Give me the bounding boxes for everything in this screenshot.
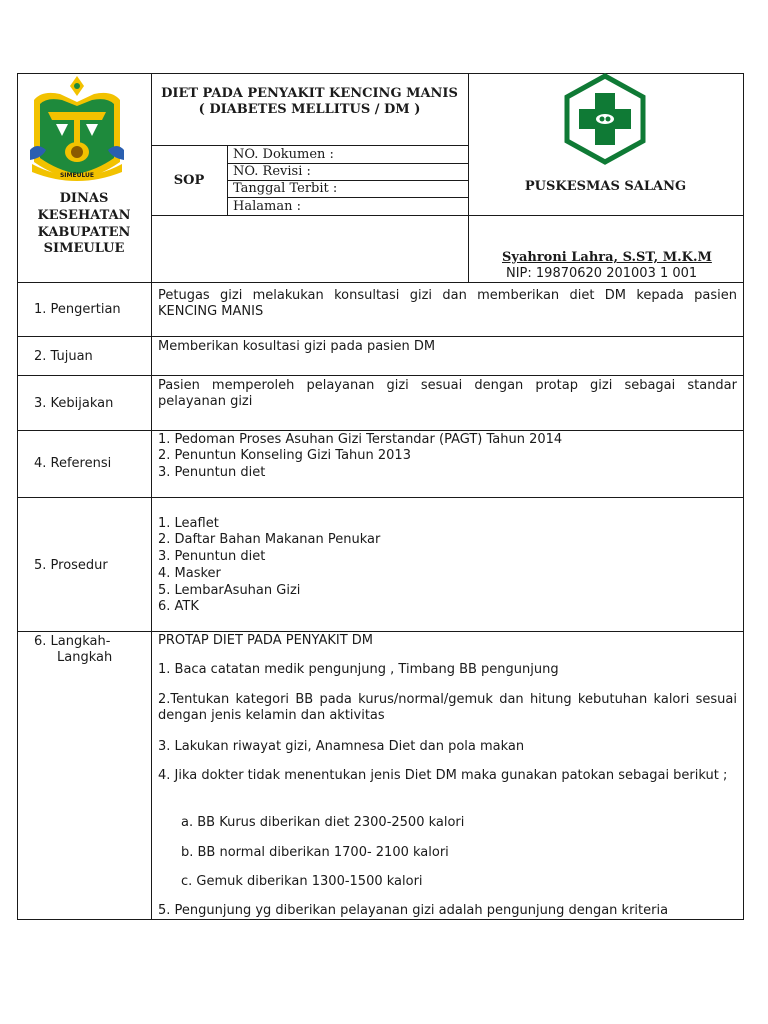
pengertian-label: 1. Pengertian	[34, 302, 121, 317]
border-row2	[17, 375, 744, 376]
border-right	[743, 73, 744, 920]
border-row4	[17, 497, 744, 498]
document-title-line2: ( DIABETES MELLITUS / DM )	[198, 102, 421, 117]
referensi-item-3: 3. Penuntun diet	[158, 465, 266, 480]
border-row1	[17, 336, 744, 337]
meta-no-revisi: NO. Revisi :	[233, 164, 311, 179]
border-col1	[151, 73, 152, 920]
meta-tanggal-terbit: Tanggal Terbit :	[233, 181, 338, 196]
simeulue-regency-logo	[22, 72, 132, 184]
prosedur-item-5: 5. LembarAsuhan Gizi	[158, 583, 301, 598]
langkah-sub-b: b. BB normal diberikan 1700- 2100 kalori	[181, 845, 449, 860]
langkah-sub-a: a. BB Kurus diberikan diet 2300-2500 kalori	[181, 815, 465, 830]
langkah-step-2: 2.Tentukan kategori BB pada kurus/normal/gemuk dan hitung kebutuhan kalori sesuai dengan jenis kelamin dan aktivitas	[158, 692, 737, 723]
prosedur-item-6: 6. ATK	[158, 599, 199, 614]
langkah-sub-c: c. Gemuk diberikan 1300-1500 kalori	[181, 874, 423, 889]
document-title-line1: DIET PADA PENYAKIT KENCING MANIS	[161, 86, 458, 101]
meta-halaman: Halaman :	[233, 199, 301, 214]
langkah-label-line1: 6. Langkah-	[34, 634, 111, 649]
langkah-step-1: 1. Baca catatan medik pengunjung , Timbang BB pengunjung	[158, 662, 559, 677]
langkah-label-line2: Langkah	[57, 650, 113, 665]
kebijakan-label: 3. Kebijakan	[34, 396, 114, 411]
meta-no-dokumen: NO. Dokumen :	[233, 147, 334, 162]
prosedur-label: 5. Prosedur	[34, 558, 108, 573]
referensi-item-2: 2. Penuntun Konseling Gizi Tahun 2013	[158, 448, 411, 463]
pengertian-text: Petugas gizi melakukan konsultasi gizi dan memberikan diet DM kepada pasien KENCING MANIS	[158, 288, 737, 319]
kebijakan-text: Pasien memperoleh pelayanan gizi sesuai dengan protap gizi sebagai standar pelayanan gizi	[158, 378, 737, 409]
langkah-heading: PROTAP DIET PADA PENYAKIT DM	[158, 633, 374, 648]
langkah-step-5: 5. Pengunjung yg diberikan pelayanan gizi adalah pengunjung dengan kriteria	[158, 903, 669, 918]
border-sop-bottom	[151, 215, 744, 216]
prosedur-item-4: 4. Masker	[158, 566, 221, 581]
signer-nip: NIP: 19870620 201003 1 001	[506, 266, 698, 281]
referensi-item-1: 1. Pedoman Proses Asuhan Gizi Terstandar (PAGT) Tahun 2014	[158, 432, 563, 447]
tujuan-label: 2. Tujuan	[34, 349, 93, 364]
border-bottom	[17, 919, 744, 920]
logo-ribbon-label: SIMEULUE	[59, 172, 95, 179]
referensi-label: 4. Referensi	[34, 456, 112, 471]
langkah-step-3: 3. Lakukan riwayat gizi, Anamnesa Diet dan pola makan	[158, 739, 525, 754]
puskesmas-logo	[563, 73, 647, 165]
sop-label: SOP	[173, 173, 205, 188]
border-sop-col	[227, 145, 228, 216]
border-sop-top	[151, 145, 469, 146]
tujuan-text: Memberikan kosultasi gizi pada pasien DM	[158, 339, 436, 354]
signer-name: Syahroni Lahra, S.ST, M.K.M	[502, 250, 712, 265]
prosedur-item-2: 2. Daftar Bahan Makanan Penukar	[158, 532, 381, 547]
border-header-bottom	[17, 282, 744, 283]
org-name-line4: SIMEULUE	[43, 241, 125, 256]
org-name-line2: KESEHATAN	[37, 208, 131, 223]
border-meta3	[227, 197, 469, 198]
border-row3	[17, 430, 744, 431]
prosedur-item-1: 1. Leaflet	[158, 516, 219, 531]
border-col-right-header	[468, 73, 469, 283]
langkah-step-4: 4. Jika dokter tidak menentukan jenis Diet DM maka gunakan patokan sebagai berikut ;	[158, 768, 728, 783]
prosedur-item-3: 3. Penuntun diet	[158, 549, 266, 564]
org-name-line3: KABUPATEN	[37, 225, 131, 240]
org-name-line1: DINAS	[59, 191, 109, 206]
border-row5	[17, 631, 744, 632]
facility-name: PUSKESMAS SALANG	[524, 179, 687, 194]
